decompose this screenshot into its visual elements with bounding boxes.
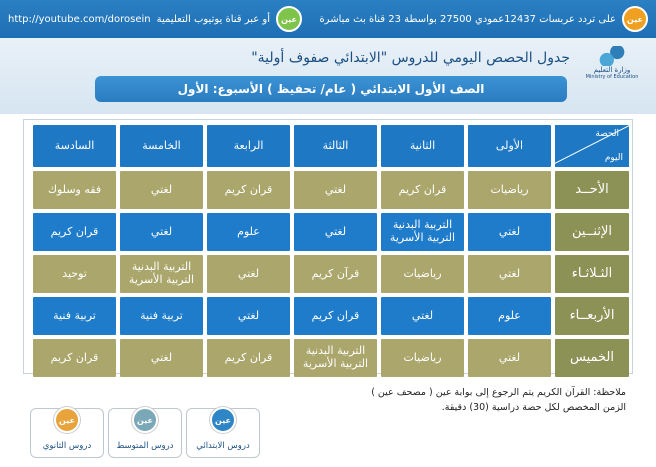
schedule-table bbox=[23, 119, 633, 374]
stage-label: دروس المتوسط bbox=[116, 441, 174, 451]
schedule-cell: علوم bbox=[207, 213, 290, 251]
tv-broadcast-info bbox=[319, 6, 648, 32]
day-label: الإثنــين bbox=[555, 213, 629, 251]
schedule-cell: قران كريم bbox=[207, 339, 290, 377]
period-header-3: الثالثة bbox=[294, 125, 377, 167]
youtube-info bbox=[8, 6, 302, 32]
corner-day-label: اليوم bbox=[604, 153, 623, 163]
schedule-cell: علوم bbox=[468, 297, 551, 335]
schedule-cell: لغتي bbox=[120, 339, 203, 377]
ein-logo-icon: عين bbox=[54, 407, 80, 433]
schedule-cell: لغتي bbox=[468, 213, 551, 251]
note-quran: ملاحظة: القرآن الكريم يتم الرجوع إلى بوابة عين ( مصحف عين ) bbox=[371, 387, 626, 398]
schedule-cell: رياضيات bbox=[381, 339, 464, 377]
schedule-cell: لغتي bbox=[381, 297, 464, 335]
schedule-cell: لغتي bbox=[468, 255, 551, 293]
schedule-cell: قران كريم bbox=[207, 171, 290, 209]
stage-secondary-button[interactable] bbox=[30, 408, 104, 458]
schedule-cell: لغتي bbox=[294, 213, 377, 251]
tv-frequency-text: على تردد عربسات 12437عمودي 27500 بواسطة 23 قناة بث مباشرة bbox=[319, 13, 616, 25]
stage-label: دروس الابتدائي bbox=[196, 441, 250, 451]
stage-label: دروس الثانوي bbox=[42, 441, 92, 451]
schedule-cell: قران كريم bbox=[33, 213, 116, 251]
day-label: الثـلاثـاء bbox=[555, 255, 629, 293]
schedule-cell: لغتي bbox=[207, 297, 290, 335]
schedule-cell: قران كريم bbox=[381, 171, 464, 209]
period-header-5: الخامسة bbox=[120, 125, 203, 167]
schedule-cell: قرآن كريم bbox=[294, 255, 377, 293]
schedule-cell: تربية فنية bbox=[120, 297, 203, 335]
page-title: جدول الحصص اليومي للدروس "الابتدائي صفوف أولية" bbox=[251, 50, 570, 66]
ein-logo-icon: عين bbox=[132, 407, 158, 433]
schedule-cell: لغتي bbox=[120, 213, 203, 251]
stage-intermediate-button[interactable] bbox=[108, 408, 182, 458]
period-header-4: الرابعة bbox=[207, 125, 290, 167]
schedule-cell: لغتي bbox=[468, 339, 551, 377]
schedule-cell: لغتي bbox=[294, 171, 377, 209]
schedule-cell: التربية البدنية التربية الأسرية bbox=[381, 213, 464, 251]
period-header-6: السادسة bbox=[33, 125, 116, 167]
ein-logo-icon: عين bbox=[622, 6, 648, 32]
schedule-cell: فقه وسلوك bbox=[33, 171, 116, 209]
schedule-cell: توحيد bbox=[33, 255, 116, 293]
day-label: الأحــد bbox=[555, 171, 629, 209]
ministry-logo-arabic: وزارة التعليم bbox=[593, 66, 631, 74]
schedule-cell: رياضيات bbox=[468, 171, 551, 209]
schedule-cell: تربية فنية bbox=[33, 297, 116, 335]
schedule-cell: لغتي bbox=[120, 171, 203, 209]
schedule-cell: رياضيات bbox=[381, 255, 464, 293]
corner-period-label: الحصة bbox=[595, 129, 619, 139]
ein-logo-icon: عين bbox=[276, 6, 302, 32]
grade-week-banner: الصف الأول الابتدائي ( عام/ تحفيظ ) الأسبوع: الأول bbox=[95, 76, 567, 102]
period-header-1: الأولى bbox=[468, 125, 551, 167]
note-period-duration: الزمن المخصص لكل حصة دراسية (30) دقيقة. bbox=[441, 401, 626, 413]
day-label: الخميس bbox=[555, 339, 629, 377]
schedule-cell: لغتي bbox=[207, 255, 290, 293]
stage-primary-button[interactable] bbox=[186, 408, 260, 458]
ministry-logo bbox=[582, 46, 642, 86]
youtube-text: أو عبر قناة يوتيوب التعليمية bbox=[156, 13, 271, 25]
schedule-cell: قران كريم bbox=[33, 339, 116, 377]
notes bbox=[371, 386, 626, 415]
ein-logo-icon: عين bbox=[210, 407, 236, 433]
period-header-2: الثانية bbox=[381, 125, 464, 167]
schedule-cell: التربية البدنية التربية الأسرية bbox=[120, 255, 203, 293]
youtube-link[interactable]: http://youtube.com/dorosein bbox=[8, 13, 151, 25]
ministry-logo-english: Ministry of Education bbox=[585, 74, 639, 80]
ministry-logo-icon bbox=[599, 46, 625, 66]
day-label: الأربعــاء bbox=[555, 297, 629, 335]
table-corner-header bbox=[555, 125, 629, 167]
schedule-cell: قران كريم bbox=[294, 297, 377, 335]
schedule-cell: التربية البدنية التربية الأسرية bbox=[294, 339, 377, 377]
top-banner bbox=[0, 0, 656, 38]
